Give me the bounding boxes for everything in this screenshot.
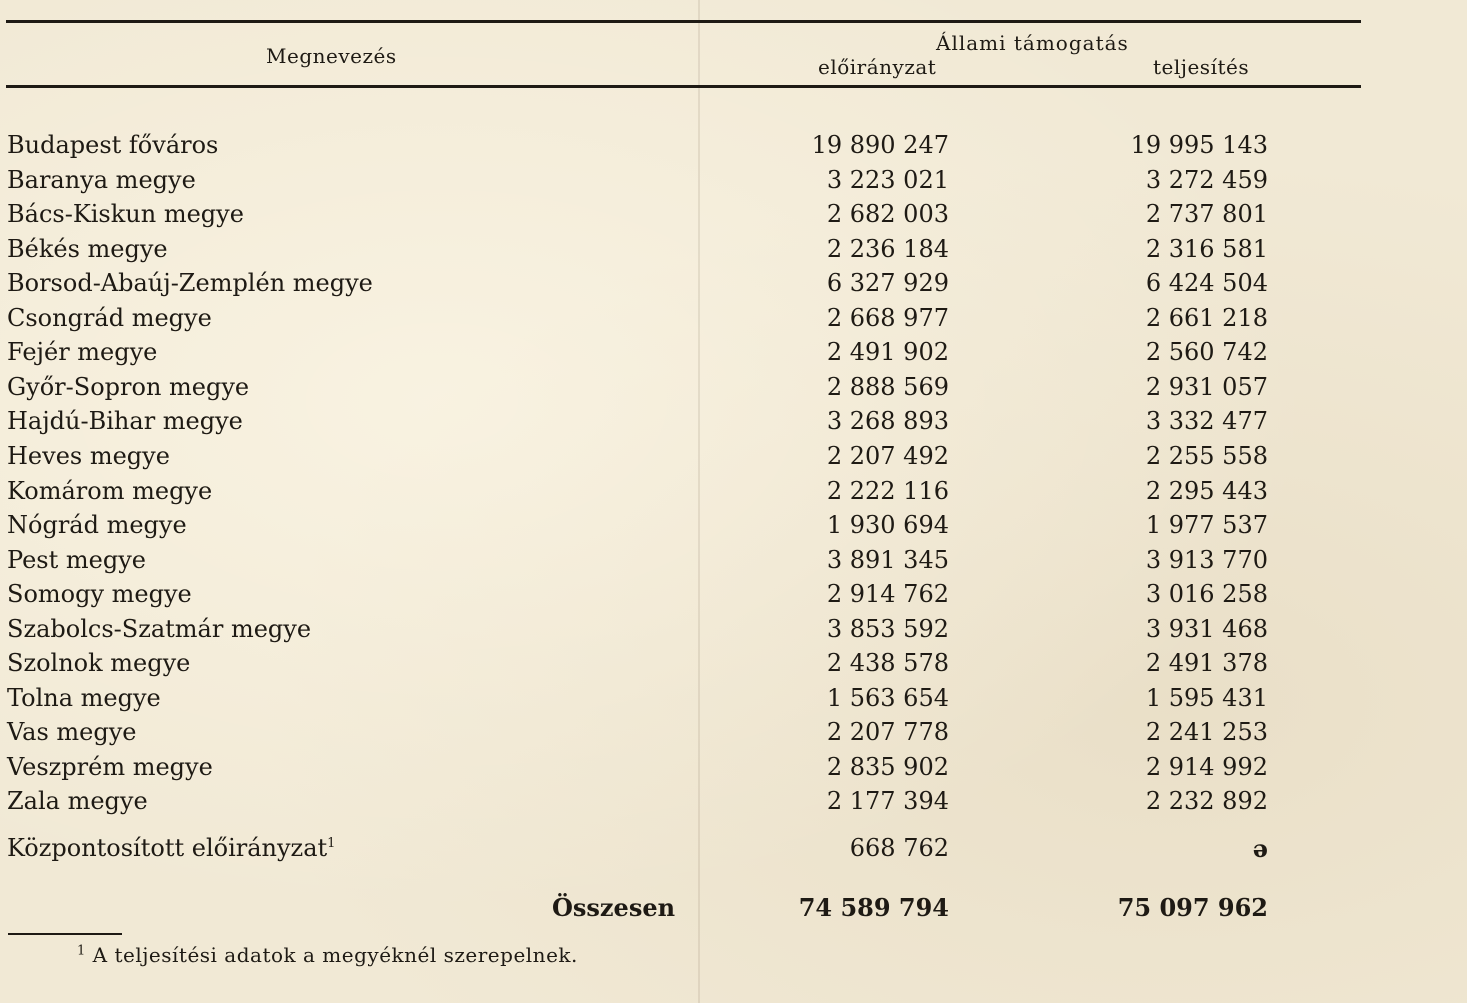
table-row: [0, 235, 1467, 269]
table-row: [0, 649, 1467, 683]
row-planned-value: 668 762: [849, 834, 949, 862]
table-row: [0, 442, 1467, 476]
table-row: [0, 615, 1467, 649]
row-actual-value: 3 272 459: [1145, 165, 1268, 194]
footnote-rule: [8, 933, 122, 935]
row-name: Győr-Sopron megye: [7, 372, 250, 401]
row-name: Szolnok megye: [7, 649, 191, 678]
table-row: [0, 131, 1467, 165]
row-planned-value: 2 835 902: [826, 752, 949, 781]
row-name: Szabolcs-Szatmár megye: [7, 614, 312, 643]
row-name: Fejér megye: [7, 338, 158, 367]
footnote: [77, 943, 578, 967]
row-actual-value: 6 424 504: [1145, 269, 1268, 298]
header-name-column: Megnevezés: [266, 44, 397, 68]
table-row: [0, 511, 1467, 545]
row-planned-value: 1 563 654: [826, 683, 949, 712]
row-actual-value: [1253, 834, 1268, 863]
row-actual-value: 1 595 431: [1145, 683, 1268, 712]
row-actual-value: 19 995 143: [1130, 131, 1268, 159]
table-row: [0, 338, 1467, 372]
row-planned-value: 2 207 492: [826, 441, 949, 470]
table-row: [0, 304, 1467, 338]
total-planned-value: 74 589 794: [798, 893, 949, 922]
row-actual-value: 2 232 892: [1145, 787, 1268, 816]
row-name: Bács-Kiskun megye: [7, 200, 244, 229]
table-row: [0, 546, 1467, 580]
row-actual-value: 2 255 558: [1145, 441, 1268, 470]
table-row: [0, 373, 1467, 407]
row-actual-value: 2 491 378: [1145, 649, 1268, 678]
row-planned-value: 1 930 694: [826, 511, 949, 540]
row-planned-value: 2 888 569: [826, 372, 949, 401]
header-group-title: Állami támogatás: [936, 31, 1129, 55]
row-planned-value: 2 236 184: [826, 234, 949, 263]
table-row: [0, 477, 1467, 511]
row-name: Pest megye: [7, 545, 146, 574]
table-row-central: [0, 834, 1467, 868]
row-actual-value: 3 913 770: [1145, 545, 1268, 574]
row-actual-value: 2 661 218: [1145, 303, 1268, 332]
table-row-total: [0, 893, 1467, 927]
row-planned-value: 2 682 003: [826, 200, 949, 229]
row-name: Hajdú-Bihar megye: [7, 407, 243, 436]
table-row: [0, 718, 1467, 752]
row-planned-value: 6 327 929: [826, 269, 949, 298]
footnote-marker: 1: [77, 943, 86, 959]
header-column-actual: teljesítés: [1153, 55, 1250, 79]
row-name: Csongrád megye: [7, 303, 212, 332]
table-row: [0, 684, 1467, 718]
table-row: [0, 753, 1467, 787]
row-name: Borsod-Abaúj-Zemplén megye: [7, 269, 373, 298]
footnote-text: A teljesítési adatok a megyéknél szerepelnek.: [92, 943, 578, 967]
row-planned-value: 2 177 394: [826, 787, 949, 816]
row-actual-value: 2 931 057: [1145, 372, 1268, 401]
top-rule: [6, 20, 1361, 23]
row-name: Somogy megye: [7, 580, 192, 609]
row-actual-value: 3 332 477: [1145, 407, 1268, 436]
row-actual-value: 3 931 468: [1145, 614, 1268, 643]
row-planned-value: 2 914 762: [826, 580, 949, 609]
central-name-text: Központosított előirányzat: [7, 834, 328, 862]
row-actual-value: 2 295 443: [1145, 476, 1268, 505]
table-row: [0, 787, 1467, 821]
row-planned-value: 3 268 893: [826, 407, 949, 436]
row-planned-value: 2 668 977: [826, 303, 949, 332]
row-name: Veszprém megye: [7, 752, 213, 781]
row-name: Vas megye: [7, 718, 137, 747]
row-name: Komárom megye: [7, 476, 213, 505]
row-planned-value: 19 890 247: [811, 131, 949, 159]
total-actual-value: 75 097 962: [1117, 893, 1268, 922]
footnote-reference: 1: [327, 836, 336, 851]
row-name: Baranya megye: [7, 165, 196, 194]
header-rule: [6, 85, 1361, 88]
row-actual-value: 3 016 258: [1145, 580, 1268, 609]
row-name: Nógrád megye: [7, 511, 187, 540]
row-name: [7, 834, 335, 862]
header-column-planned: előirányzat: [818, 55, 937, 79]
table-row: [0, 269, 1467, 303]
row-actual-value: 1 977 537: [1145, 511, 1268, 540]
row-actual-value: 2 737 801: [1145, 200, 1268, 229]
row-name: Tolna megye: [7, 683, 161, 712]
row-planned-value: 2 222 116: [826, 476, 949, 505]
row-actual-value: 2 316 581: [1145, 234, 1268, 263]
row-planned-value: 3 853 592: [826, 614, 949, 643]
table-row: [0, 407, 1467, 441]
table-row: [0, 200, 1467, 234]
row-name: Zala megye: [7, 787, 148, 816]
row-planned-value: 2 438 578: [826, 649, 949, 678]
row-actual-mark: ǝ: [1252, 834, 1268, 863]
row-planned-value: 3 891 345: [826, 545, 949, 574]
table-row: [0, 166, 1467, 200]
row-actual-value: 2 914 992: [1145, 752, 1268, 781]
row-planned-value: 2 207 778: [826, 718, 949, 747]
table-row: [0, 580, 1467, 614]
row-name: Békés megye: [7, 234, 168, 263]
row-planned-value: 3 223 021: [826, 165, 949, 194]
row-name: Budapest főváros: [7, 131, 219, 159]
row-actual-value: 2 241 253: [1145, 718, 1268, 747]
row-name: Heves megye: [7, 441, 170, 470]
total-label: Összesen: [552, 893, 676, 922]
row-planned-value: 2 491 902: [826, 338, 949, 367]
row-actual-value: 2 560 742: [1145, 338, 1268, 367]
